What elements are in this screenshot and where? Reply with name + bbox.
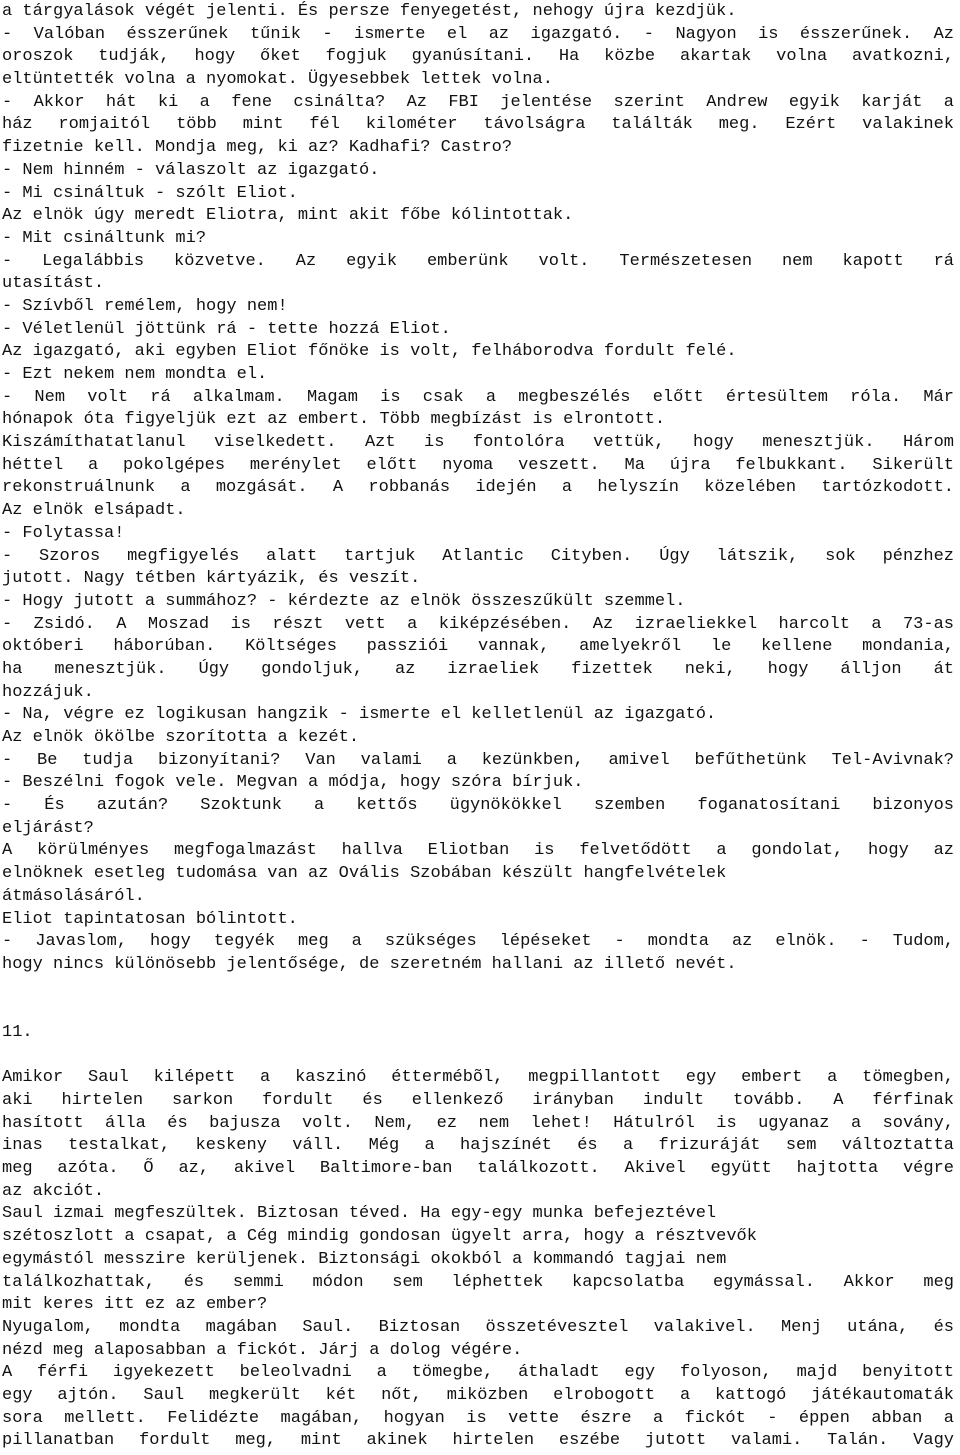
text-line: Eliot tapintatosan bólintott. bbox=[2, 909, 298, 929]
text-line: sora mellett. Felidézte magában, hogyan is vette észre a fickót - éppen abban a bbox=[2, 1408, 954, 1428]
blank-line bbox=[2, 999, 954, 1022]
text-line: pillanatban fordult meg, mint akinek hirtelen eszébe jutott valami. Talán. Vagy bbox=[2, 1431, 954, 1451]
text-line: - Akkor hát ki a fene csinálta? Az FBI jelentése szerint Andrew egyik karját a bbox=[2, 92, 954, 112]
text-line: aki hirtelen sarkon fordult és ellenkező irányban indult tovább. A férfinak bbox=[2, 1091, 954, 1110]
text-line: hogy nincs különösebb jelentősége, de szeretném hallani az illető nevét. bbox=[2, 954, 737, 974]
text-line: - Javaslom, hogy tegyék meg a szükséges lépéseket - mondta az elnök. - Tudom, bbox=[2, 932, 954, 952]
text-line: - Legalábbis közvetve. Az egyik emberünk volt. Természetesen nem kapott rá bbox=[2, 251, 954, 271]
text-line: - Szoros megfigyelés alatt tartjuk Atlantic Cityben. Úgy látszik, sok pénzhez bbox=[2, 546, 954, 566]
text-line: Az elnök ökölbe szorította a kezét. bbox=[2, 728, 360, 747]
text-line: eltüntették volna a nyomokat. Ügyesebbek lettek volna. bbox=[2, 70, 553, 90]
document-section-1 bbox=[2, 1, 954, 977]
text-line: mit keres itt ez az ember? bbox=[2, 1295, 268, 1315]
text-line: Nyugalom, mondta magában Saul. Biztosan összetévesztel valakivel. Menj utána, és bbox=[2, 1317, 954, 1337]
text-line: Az elnök úgy meredt Eliotra, mint akit főbe kólintottak. bbox=[2, 206, 574, 226]
chapter-heading: 11. bbox=[2, 1022, 33, 1042]
text-line: - Zsidó. A Moszad is részt vett a kiképzésében. Az izraeliekkel harcolt a 73-as bbox=[2, 614, 954, 634]
text-line: egy ajtón. Saul megkerült két nőt, miközben elrobogott a kattogó játékautomaták bbox=[2, 1385, 954, 1405]
text-line: meg azóta. Ő az, akivel Baltimore-ban találkozott. Akivel együtt hajtotta végre bbox=[2, 1159, 954, 1179]
text-line: - Szívből remélem, hogy nem! bbox=[2, 296, 288, 316]
text-line: októberi háborúban. Költséges passziói vannak, amelyekről le kellene mondania, bbox=[2, 637, 954, 657]
text-line: - Na, végre ez logikusan hangzik - ismerte el kelletlenül az igazgató. bbox=[2, 705, 717, 725]
text-line: - Nem hinném - válaszolt az igazgató. bbox=[2, 160, 380, 180]
text-line: - Mi csináltuk - szólt Eliot. bbox=[2, 183, 298, 203]
text-line: fizetnie kell. Mondja meg, ki az? Kadhafi? Castro? bbox=[2, 138, 513, 158]
text-line: oroszok tudják, hogy őket fogjuk gyanúsítani. Ha közbe akartak volna avatkozni, bbox=[2, 47, 954, 67]
text-line: átmásolásáról. bbox=[2, 886, 145, 906]
text-line: - Hogy jutott a summához? - kérdezte az elnök összeszűkült szemmel. bbox=[2, 591, 686, 611]
text-line: - Véletlenül jöttünk rá - tette hozzá Eliot. bbox=[2, 319, 451, 339]
text-line: Az igazgató, aki egyben Eliot főnöke is volt, felháborodva fordult felé. bbox=[2, 342, 737, 362]
text-line: jutott. Nagy tétben kártyázik, és veszít. bbox=[2, 569, 421, 589]
blank-line bbox=[2, 977, 954, 1000]
text-line: - Folytassa! bbox=[2, 523, 125, 543]
text-line: ha menesztjük. Úgy gondoljuk, az izraeliek fizettek neki, hogy álljon át bbox=[2, 659, 954, 679]
text-line: - Ezt nekem nem mondta el. bbox=[2, 365, 268, 384]
text-line: a tárgyalások végét jelenti. És persze fenyegetést, nehogy újra kezdjük. bbox=[2, 2, 737, 21]
text-line: Az elnök elsápadt. bbox=[2, 501, 186, 521]
text-line: - Be tudja bizonyítani? Van valami a kezünkben, amivel befűthetünk Tel-Avivnak? bbox=[2, 750, 954, 770]
text-line: Kiszámíthatatlanul viselkedett. Azt is fontolóra vettük, hogy menesztjük. Három bbox=[2, 433, 954, 453]
text-line: utasítást. bbox=[2, 274, 105, 294]
text-line: elnöknek esetleg tudomása van az Ovális Szobában készült hangfelvételek bbox=[2, 864, 727, 884]
document-section-2 bbox=[2, 1067, 954, 1453]
blank-line bbox=[2, 1045, 954, 1068]
text-line: A férfi igyekezett beleolvadni a tömegbe, áthaladt egy folyoson, majd benyitott bbox=[2, 1363, 954, 1383]
text-line: szétoszlott a csapat, a Cég mindig gondosan ügyelt arra, hogy a résztvevők bbox=[2, 1227, 757, 1247]
text-line: - Valóban ésszerűnek tűnik - ismerte el az igazgató. - Nagyon is ésszerűnek. Az bbox=[2, 24, 954, 44]
text-line: héttel a pokolgépes merénylet előtt nyoma veszett. Ma újra felbukkant. Sikerült bbox=[2, 455, 954, 475]
text-line: inas testalkat, keskeny váll. Még a hajszínét és a frizuráját sem változtatta bbox=[2, 1136, 954, 1156]
text-line: - Beszélni fogok vele. Megvan a módja, hogy szóra bírjuk. bbox=[2, 773, 584, 793]
text-line: Saul izmai megfeszültek. Biztosan téved. Ha egy-egy munka befejeztével bbox=[2, 1204, 717, 1224]
text-line: eljárást? bbox=[2, 818, 94, 838]
text-line: Amikor Saul kilépett a kaszinó éttermébõl, megpillantott egy embert a tömegben, bbox=[2, 1068, 954, 1088]
text-line: az akciót. bbox=[2, 1181, 105, 1201]
document-page bbox=[2, 1, 954, 1453]
text-line: - És azután? Szoktunk a kettős ügynökökkel szemben foganatosítani bizonyos bbox=[2, 796, 954, 816]
text-line: hozzájuk. bbox=[2, 682, 94, 702]
text-line: rekonstruálnunk a mozgását. A robbanás idején a helyszín közelében tartózkodott. bbox=[2, 478, 954, 498]
text-line: találkozhattak, és semmi módon sem léphettek kapcsolatba egymással. Akkor meg bbox=[2, 1272, 954, 1292]
text-line: nézd meg alaposabban a fickót. Járj a dolog végére. bbox=[2, 1340, 523, 1360]
text-line: ház romjaitól több mint fél kilométer távolságra találták meg. Ezért valakinek bbox=[2, 115, 954, 135]
text-line: egymástól messzire kerüljenek. Biztonsági okokból a kommandó tagjai nem bbox=[2, 1249, 727, 1269]
text-line: - Nem volt rá alkalmam. Magam is csak a megbeszélés előtt értesültem róla. Már bbox=[2, 387, 954, 407]
text-line: hasított álla és bajusza volt. Nem, ez nem lehet! Hátulról is ugyanaz a sovány, bbox=[2, 1113, 954, 1133]
text-line: A körülményes megfogalmazást hallva Eliotban is felvetődött a gondolat, hogy az bbox=[2, 841, 954, 861]
text-line: hónapok óta figyeljük ezt az embert. Több megbízást is elrontott. bbox=[2, 410, 666, 430]
text-line: - Mit csináltunk mi? bbox=[2, 228, 207, 248]
